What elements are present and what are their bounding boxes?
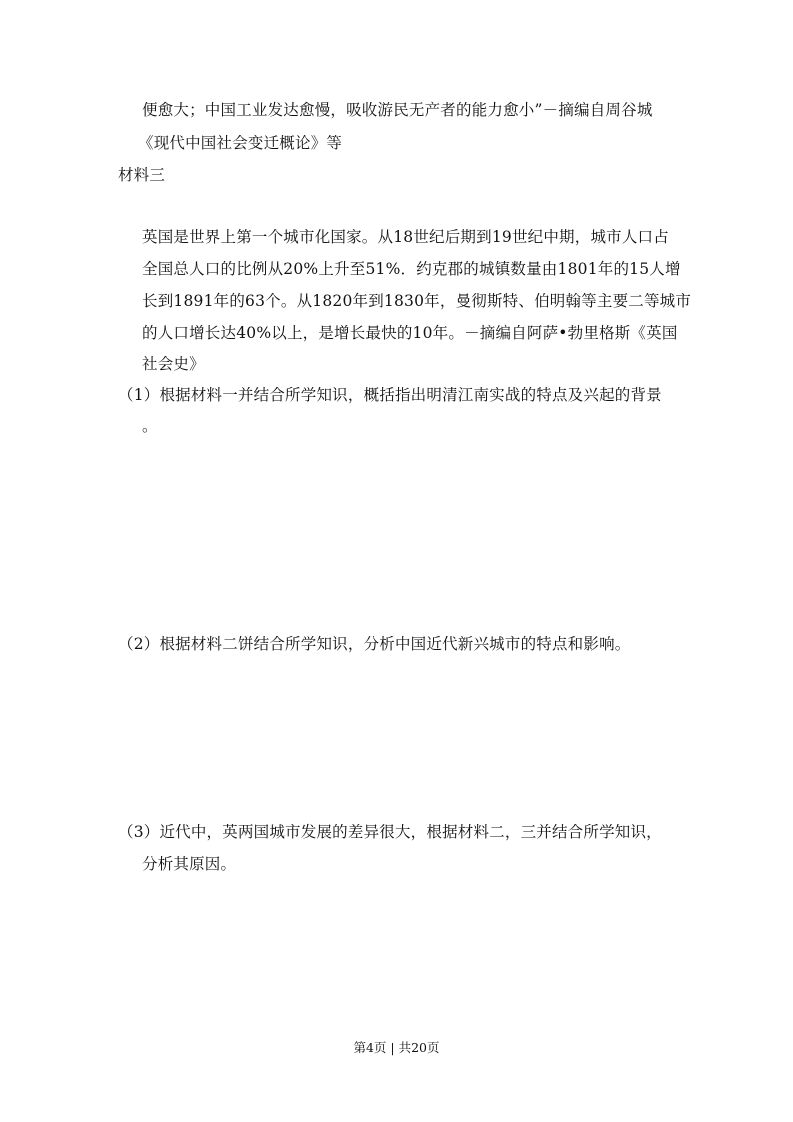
question-3-line-2: 分析其原因。: [142, 855, 237, 873]
question-1-line-2: 。: [142, 417, 158, 435]
question-3-line-1: （3）近代中，英两国城市发展的差异很大，根据材料二，三并结合所学知识，: [118, 823, 662, 841]
question-2-line-1: （2）根据材料二饼结合所学知识，分析中国近代新兴城市的特点和影响。: [118, 635, 631, 653]
material2-tail-line-2: 《现代中国社会变迁概论》等: [138, 134, 343, 152]
material3-heading: 材料三: [118, 166, 166, 184]
material3-line-5: 社会史》: [142, 355, 205, 373]
material2-tail-line-1: 便愈大；中国工业发达愈慢，吸收游民无产者的能力愈小”－摘编自周谷城: [142, 101, 653, 119]
question-1-line-1: （1）根据材料一并结合所学知识，概括指出明清江南实战的特点及兴起的背景: [118, 386, 662, 404]
material3-line-3: 长到1891年的63个。从1820年到1830年，曼彻斯特、伯明翰等主要二等城市: [142, 292, 692, 310]
page-footer: 第4页 | 共20页: [353, 1040, 440, 1055]
material3-line-1: 英国是世界上第一个城市化国家。从18世纪后期到19世纪中期，城市人口占: [142, 228, 669, 246]
material3-line-4: 的人口增长达40%以上，是增长最快的10年。－摘编自阿萨•勃里格斯《英国: [142, 324, 678, 342]
material3-line-2: 全国总人口的比例从20%上升至51%．约克郡的城镇数量由1801年的15人增: [142, 260, 681, 278]
